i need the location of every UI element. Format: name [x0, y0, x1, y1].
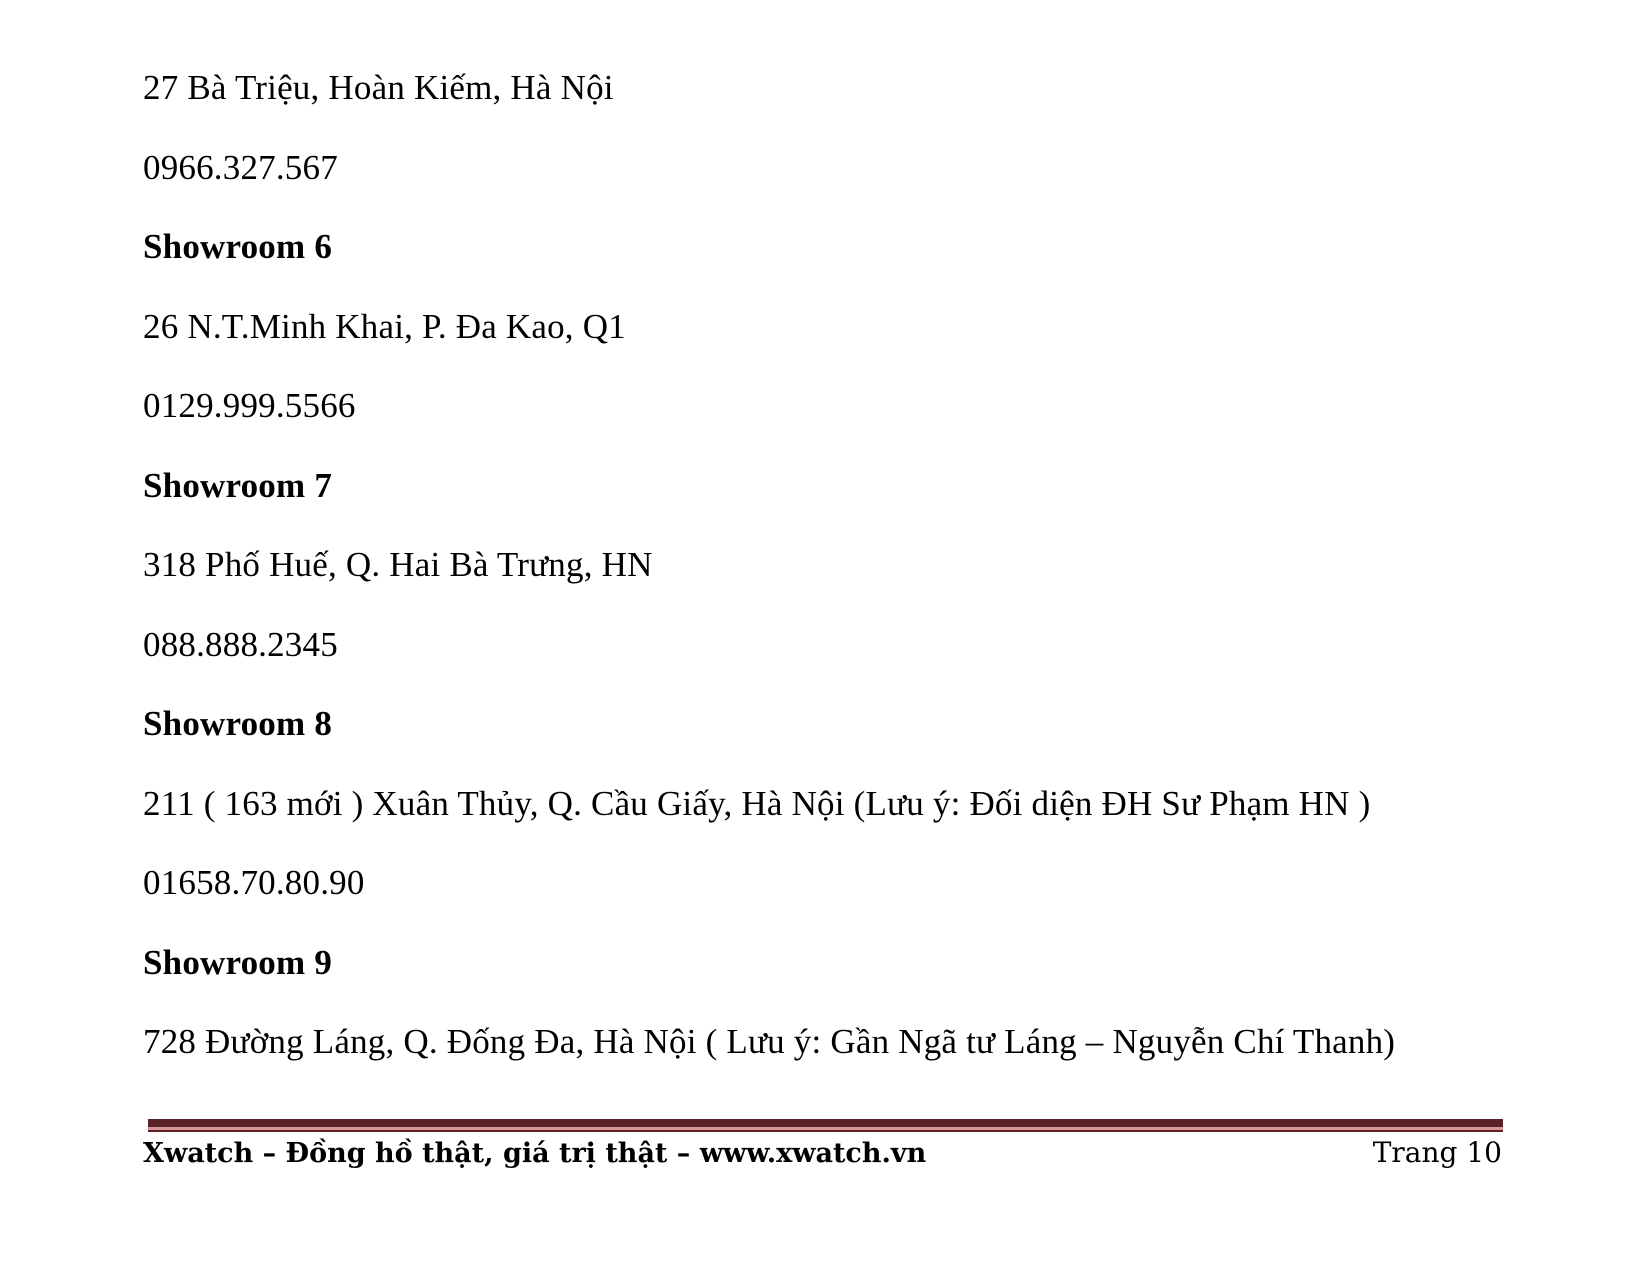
showroom-heading: Showroom 8	[143, 704, 333, 743]
phone-number: 0966.327.567	[143, 147, 338, 187]
address-line: 728 Đường Láng, Q. Đống Đa, Hà Nội ( Lưu ý: Gần Ngã tư Láng – Nguyễn Chí Thanh)	[143, 1022, 1396, 1061]
phone-number: 0129.999.5566	[143, 386, 356, 425]
showroom-heading: Showroom 9	[143, 942, 333, 982]
phone-number: 01658.70.80.90	[143, 863, 365, 902]
phone-number: 088.888.2345	[143, 624, 338, 664]
footer-rule-thin	[148, 1130, 1503, 1132]
address-line: 318 Phố Huế, Q. Hai Bà Trưng, HN	[143, 545, 653, 584]
footer-divider	[148, 1119, 1503, 1132]
address-line: 26 N.T.Minh Khai, P. Đa Kao, Q1	[143, 306, 626, 346]
page-number: Trang 10	[1372, 1136, 1502, 1169]
document-body	[143, 48, 1510, 1082]
footer-rule-thick	[148, 1119, 1503, 1127]
showroom-heading: Showroom 7	[143, 465, 333, 505]
address-line: 27 Bà Triệu, Hoàn Kiếm, Hà Nội	[143, 68, 614, 107]
footer-brand-text: Xwatch – Đồng hồ thật, giá trị thật – www.xwatch.vn	[143, 1138, 927, 1169]
address-line: 211 ( 163 mới ) Xuân Thủy, Q. Cầu Giấy, Hà Nội (Lưu ý: Đối diện ĐH Sư Phạm HN )	[143, 783, 1371, 823]
footer	[143, 1136, 1502, 1169]
showroom-heading: Showroom 6	[143, 227, 333, 266]
